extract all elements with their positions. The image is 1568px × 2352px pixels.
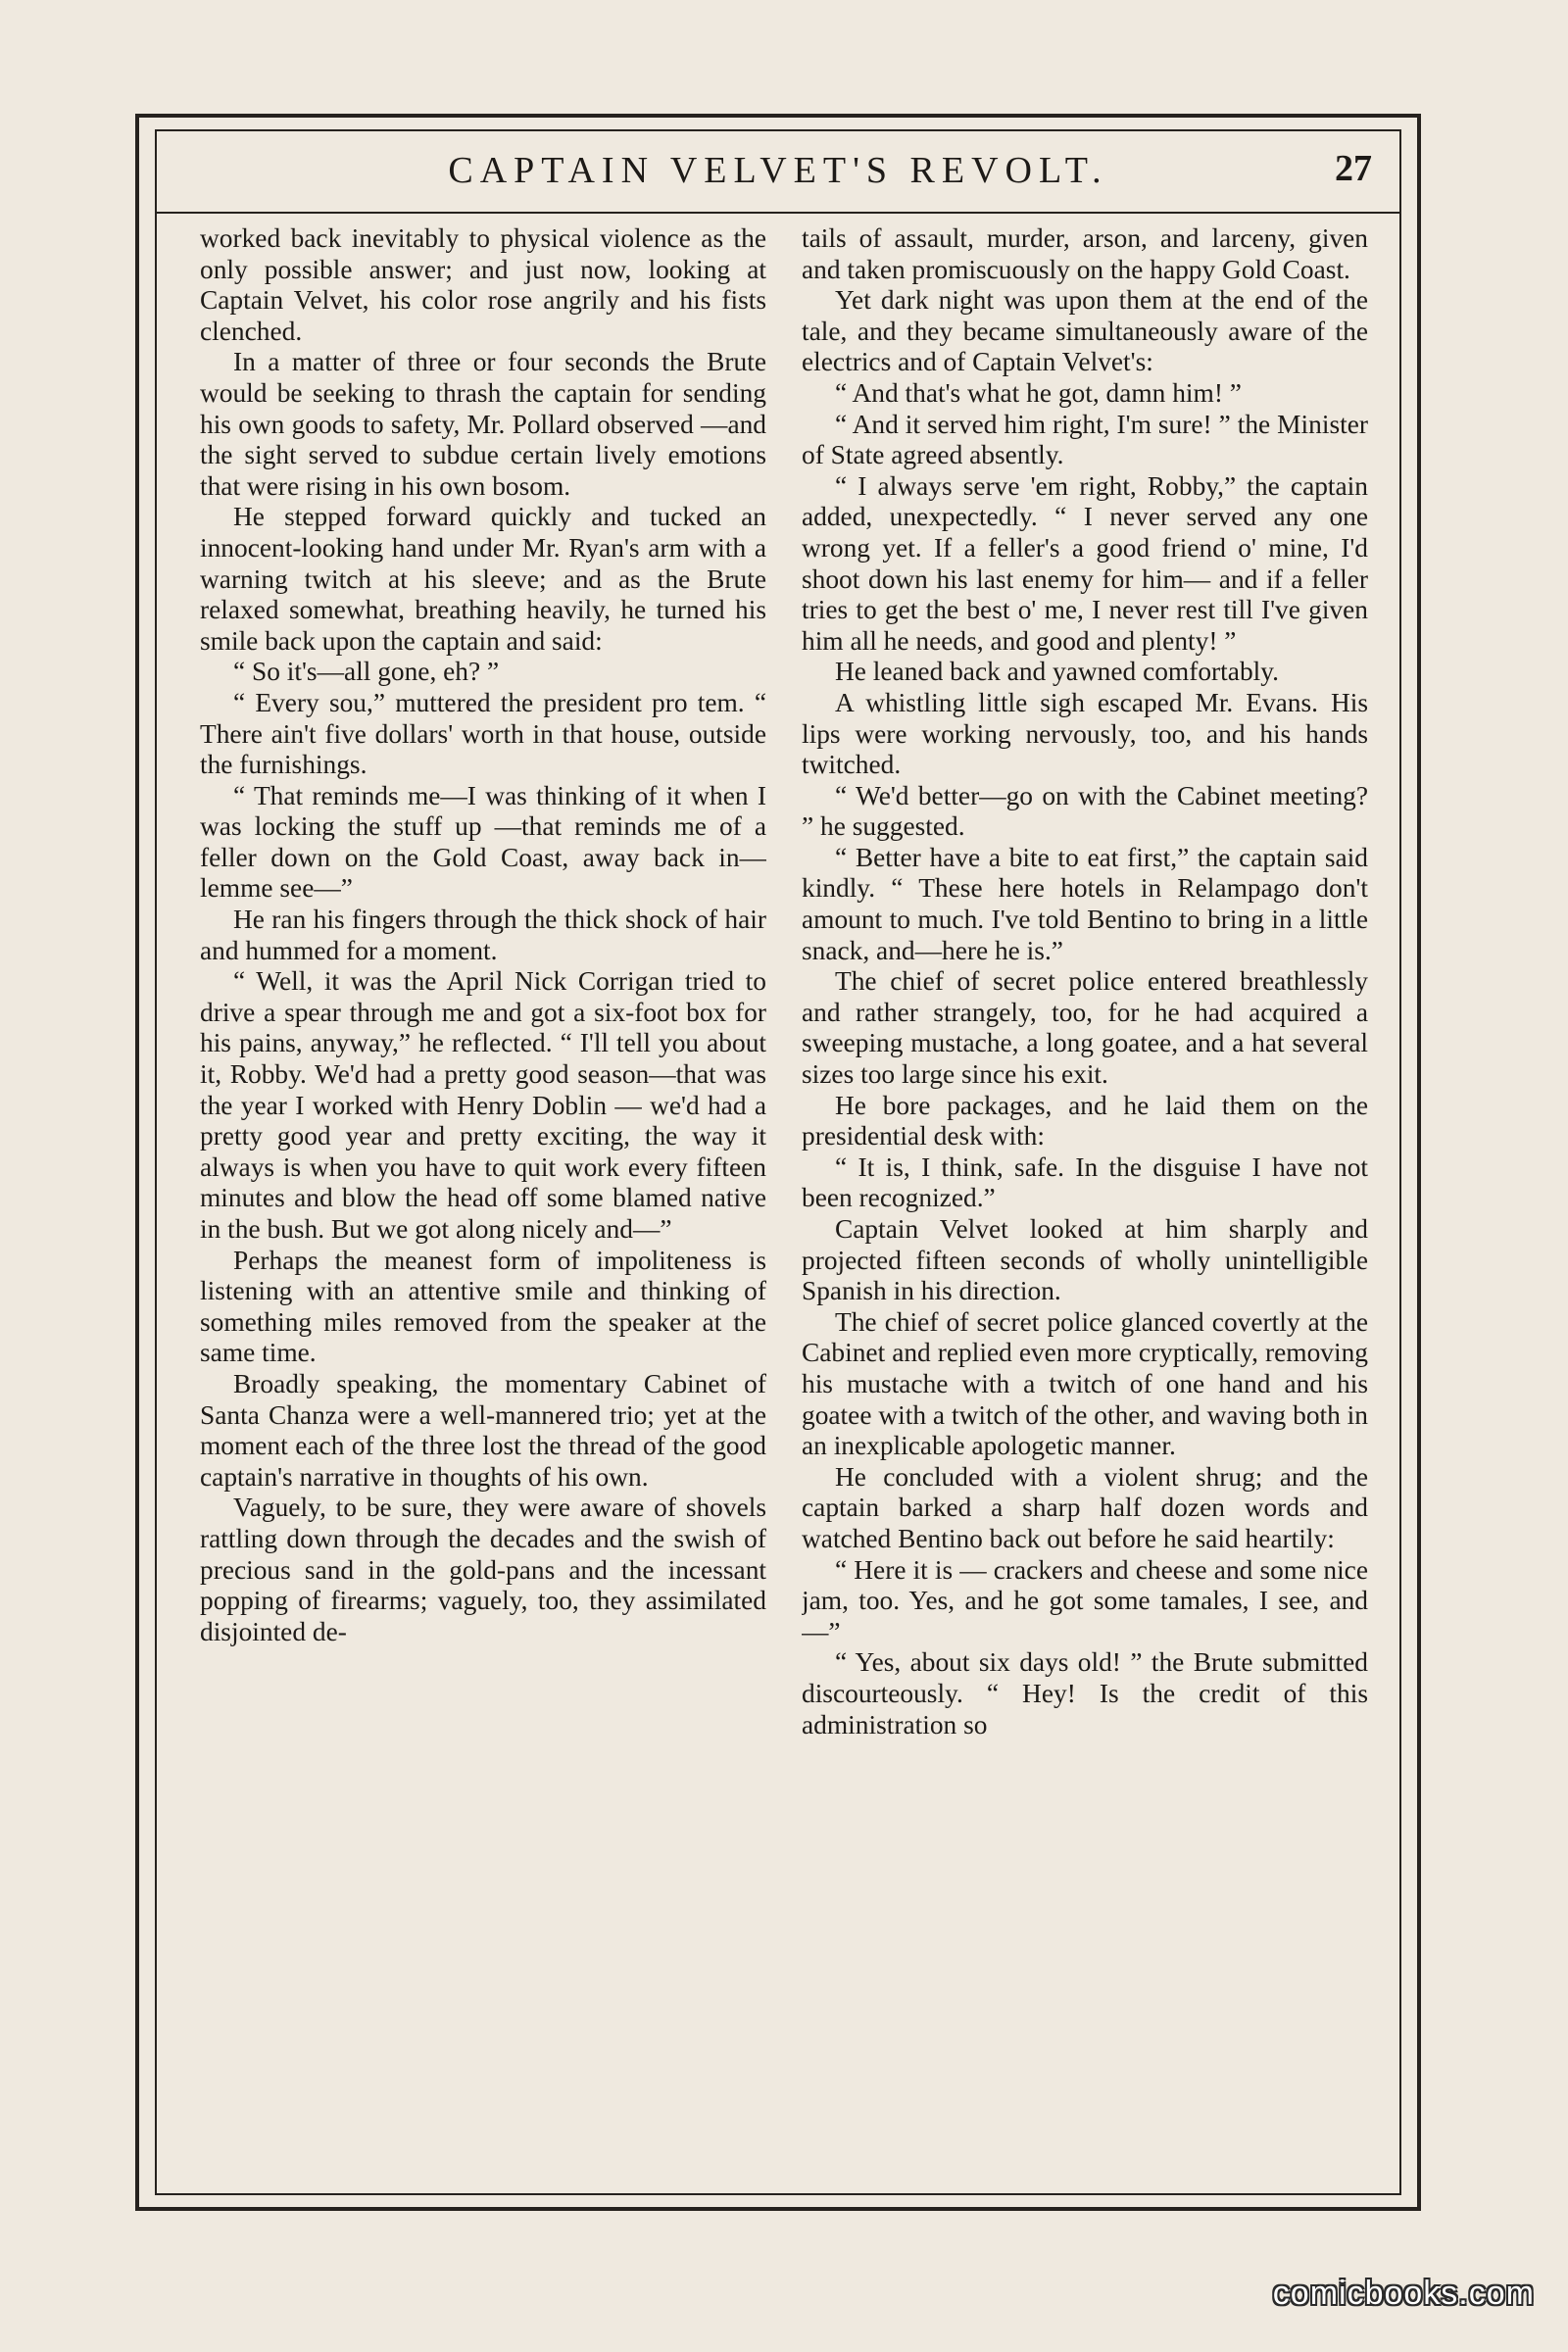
running-title: CAPTAIN VELVET'S REVOLT. xyxy=(448,150,1108,191)
paragraph: tails of assault, murder, arson, and larceny, given and taken promiscuously on the happy Gold Coast. xyxy=(802,223,1368,284)
paragraph: “ It is, I think, safe. In the disguise I have not been recognized.” xyxy=(802,1152,1368,1213)
paragraph: The chief of secret police entered breathlessly and rather strangely, too, for he had acquired a sweeping mustache, a long goatee, and a hat several sizes too large since his exit. xyxy=(802,966,1368,1090)
paragraph: Broadly speaking, the momentary Cabinet of Santa Chanza were a well-mannered trio; yet at the moment each of the three lost the thread of the good captain's narrative in thoughts of his own. xyxy=(200,1368,766,1492)
right-text-column xyxy=(802,223,1368,2164)
paragraph: Vaguely, to be sure, they were aware of shovels rattling down through the decades and the swish of precious sand in the gold-pans and the incessant popping of firearms; vaguely, too, they assimilated disjointed de- xyxy=(200,1493,766,1646)
paragraph: In a matter of three or four seconds the Brute would be seeking to thrash the captain for sending his own goods to safety, Mr. Pollard observed —and the sight served to subdue certain lively emotions that were rising in his own bosom. xyxy=(200,347,766,501)
paragraph: “ I always serve 'em right, Robby,” the captain added, unexpectedly. “ I never served any one wrong yet. If a feller's a good friend o' mine, I'd shoot down his last enemy for him— and if a feller tries to get the best o' me, I never rest till I've given him all he needs, and good and plenty! ” xyxy=(802,470,1368,656)
paragraph: He bore packages, and he laid them on the presidential desk with: xyxy=(802,1090,1368,1152)
paragraph: “ We'd better—go on with the Cabinet meeting? ” he suggested. xyxy=(802,780,1368,842)
paragraph: A whistling little sigh escaped Mr. Evans. His lips were working nervously, too, and his hands twitched. xyxy=(802,687,1368,780)
paragraph: He ran his fingers through the thick shock of hair and hummed for a moment. xyxy=(200,905,766,965)
paragraph: “ Better have a bite to eat first,” the captain said kindly. “ These here hotels in Relampago don't amount to much. I've told Bentino to bring in a little snack, and—here he is.” xyxy=(802,842,1368,965)
paragraph: “ Every sou,” muttered the president pro tem. “ There ain't five dollars' worth in that house, outside the furnishings. xyxy=(200,687,766,780)
left-text-column xyxy=(200,223,766,2164)
paragraph: He concluded with a violent shrug; and the captain barked a sharp half dozen words and watched Bentino back out before he said heartily: xyxy=(802,1461,1368,1553)
page-number: 27 xyxy=(1335,148,1372,189)
paragraph: The chief of secret police glanced covertly at the Cabinet and replied even more cryptically, removing his mustache with a twitch of one hand and his goatee with a twitch of the other, and waving both in an inexplicable apologetic manner. xyxy=(802,1306,1368,1461)
paragraph: He stepped forward quickly and tucked an innocent-looking hand under Mr. Ryan's arm with a warning twitch at his sleeve; and as the Brute relaxed somewhat, breathing heavily, he turned his smile back upon the captain and said: xyxy=(200,502,766,656)
paragraph: worked back inevitably to physical violence as the only possible answer; and just now, looking at Captain Velvet, his color rose angrily and his fists clenched. xyxy=(200,223,766,346)
paragraph: Perhaps the meanest form of impoliteness is listening with an attentive smile and thinking of something miles removed from the speaker at the same time. xyxy=(200,1245,766,1368)
paragraph: “ And it served him right, I'm sure! ” the Minister of State agreed absently. xyxy=(802,409,1368,470)
paragraph: “ That reminds me—I was thinking of it when I was locking the stuff up —that reminds me of a feller down on the Gold Coast, away back in—lemme see—” xyxy=(200,780,766,904)
paragraph: Yet dark night was upon them at the end of the tale, and they became simultaneously aware of the electrics and of Captain Velvet's: xyxy=(802,285,1368,377)
paragraph: Captain Velvet looked at him sharply and projected fifteen seconds of wholly unintelligible Spanish in his direction. xyxy=(802,1214,1368,1306)
paragraph: “ And that's what he got, damn him! ” xyxy=(835,377,1242,408)
page-header xyxy=(157,131,1399,214)
paragraph: “ Here it is — crackers and cheese and some nice jam, too. Yes, and he got some tamales, I see, and—” xyxy=(802,1554,1368,1646)
site-watermark: comicbooks.com xyxy=(1272,2275,1535,2312)
paragraph: “ So it's—all gone, eh? ” xyxy=(233,657,500,687)
paragraph: “ Well, it was the April Nick Corrigan tried to drive a spear through me and got a six-foot box for his pains, anyway,” he reflected. “ I'll tell you about it, Robby. We'd had a pretty good season—that was the year I worked with Henry Doblin — we'd had a pretty good year and pretty exciting, the way it always is when you have to quit work every fifteen minutes and blow the head off some blamed native in the bush. But we got along nicely and—” xyxy=(200,966,766,1244)
paragraph: He leaned back and yawned comfortably. xyxy=(835,657,1280,687)
paragraph: “ Yes, about six days old! ” the Brute submitted discourteously. “ Hey! Is the credit of this administration so xyxy=(802,1647,1368,1740)
